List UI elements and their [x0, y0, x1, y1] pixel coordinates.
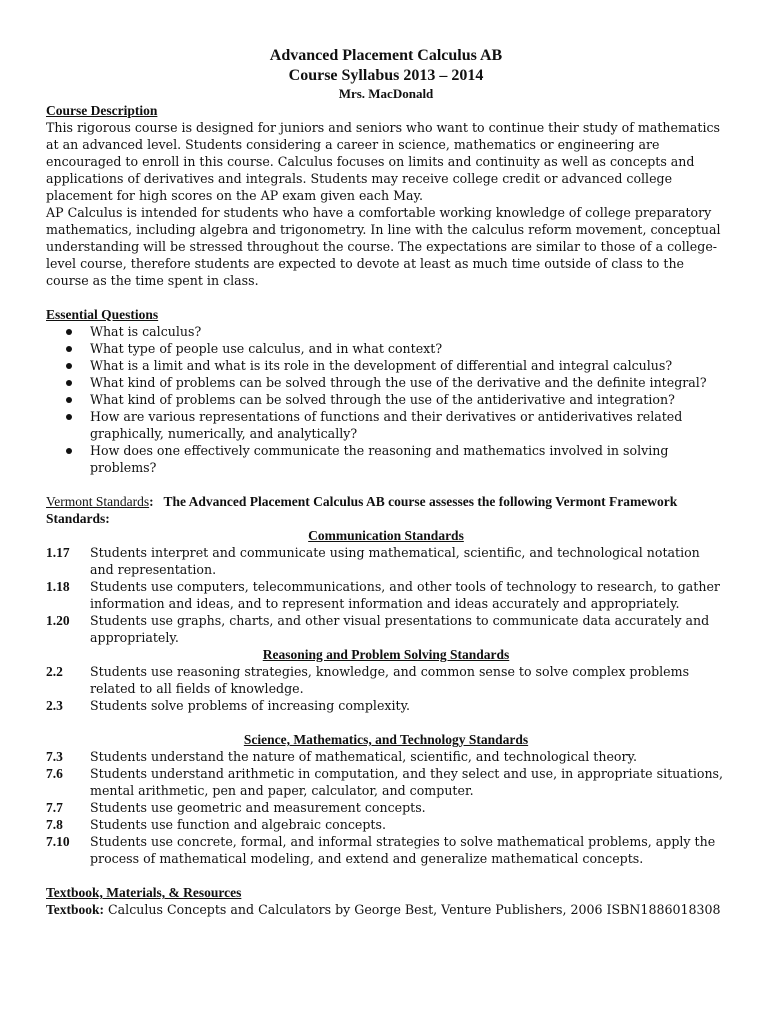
- communication-standards-title: Communication Standards: [308, 528, 464, 543]
- standard-text: Students solve problems of increasing complexity.: [90, 698, 411, 713]
- textbook-citation: Calculus Concepts and Calculators by George Best, Venture Publishers, 2006 ISBN1886018308: [108, 902, 721, 917]
- standard-row: [46, 816, 726, 833]
- essential-questions-list: [46, 323, 726, 476]
- vermont-standards-intro: Vermont Standards: The Advanced Placement Calculus AB course assesses the following Vermont Framework Standards:: [46, 494, 678, 526]
- syllabus-year: Course Syllabus 2013 – 2014: [288, 67, 484, 84]
- course-description-paragraph-2: AP Calculus is intended for students who have a comfortable working knowledge of college preparatory mathematics, including algebra and trigonometry. In line with the calculus reform movement, conceptual understanding will be stressed throughout the course. The expectations are similar to those of a college-level course, therefore students are expected to devote at least as much time outside of class to the course as the time spent in class.: [46, 205, 721, 288]
- standard-number: 7.7: [46, 800, 63, 815]
- standard-number: 7.10: [46, 834, 70, 849]
- standard-number: 2.2: [46, 664, 63, 679]
- standard-text: Students use geometric and measurement concepts.: [90, 800, 426, 815]
- standard-text: Students understand the nature of mathematical, scientific, and technological theory.: [90, 749, 637, 764]
- bullet-icon: [66, 397, 72, 403]
- list-item: How are various representations of functions and their derivatives or antiderivatives related graphically, numerically, and analytically?: [46, 408, 726, 442]
- standard-text: Students understand arithmetic in computation, and they select and use, in appropriate situations, mental arithmetic, pen and paper, calculator, and computer.: [90, 766, 724, 798]
- vermont-standards-heading: Vermont Standards: [46, 494, 150, 509]
- list-item: What kind of problems can be solved through the use of the derivative and the definite integral?: [46, 374, 726, 391]
- list-item: What kind of problems can be solved through the use of the antiderivative and integration?: [46, 391, 726, 408]
- standard-row: [46, 765, 726, 799]
- standard-number: 7.8: [46, 817, 63, 832]
- bullet-icon: [66, 363, 72, 369]
- teacher-name: Mrs. MacDonald: [338, 86, 434, 101]
- list-item: How does one effectively communicate the reasoning and mathematics involved in solving problems?: [46, 442, 726, 476]
- standard-row: [46, 799, 726, 816]
- title-block: [46, 46, 726, 102]
- standard-text: Students use computers, telecommunications, and other tools of technology to research, to gather information and ideas, and to represent information and ideas accurately and appropriately.: [90, 579, 720, 611]
- standard-text: Students use function and algebraic concepts.: [90, 817, 386, 832]
- textbook-label: Textbook:: [46, 902, 105, 917]
- textbook-line: [46, 901, 726, 918]
- essential-questions-heading: Essential Questions: [46, 307, 159, 322]
- standard-text: Students interpret and communicate using mathematical, scientific, and technological notation and representation.: [90, 545, 700, 577]
- standard-text: Students use graphs, charts, and other visual presentations to communicate data accurately and appropriately.: [90, 613, 710, 645]
- course-description-paragraph-1: This rigorous course is designed for juniors and seniors who want to continue their study of mathematics at an advanced level. Students considering a career in science, mathematics or engineering are encouraged to enroll in this course. Calculus focuses on limits and continuity as well as concepts and applications of derivatives and integrals. Students may receive college credit or advanced college placement for high scores on the AP exam given each May.: [46, 120, 721, 203]
- bullet-icon: [66, 380, 72, 386]
- reasoning-standards-title: Reasoning and Problem Solving Standards: [262, 647, 510, 662]
- syllabus-page: [46, 46, 726, 918]
- standard-row: [46, 697, 726, 714]
- list-item: What type of people use calculus, and in what context?: [46, 340, 726, 357]
- standard-row: [46, 833, 726, 867]
- vermont-standards-intro-text: The Advanced Placement Calculus AB course assesses the following Vermont Framework Standards:: [46, 494, 678, 526]
- standard-text: Students use reasoning strategies, knowledge, and common sense to solve complex problems related to all fields of knowledge.: [90, 664, 690, 696]
- standard-row: [46, 748, 726, 765]
- standard-text: Students use concrete, formal, and informal strategies to solve mathematical problems, apply the process of mathematical modeling, and extend and generalize mathematical concepts.: [90, 834, 716, 866]
- standard-number: 7.3: [46, 749, 63, 764]
- course-description-heading: Course Description: [46, 103, 158, 118]
- bullet-icon: [66, 448, 72, 454]
- standard-number: 1.17: [46, 545, 70, 560]
- list-item: What is calculus?: [46, 323, 726, 340]
- bullet-icon: [66, 329, 72, 335]
- standard-number: 1.18: [46, 579, 70, 594]
- standard-row: [46, 578, 726, 612]
- science-math-technology-standards-title: Science, Mathematics, and Technology Standards: [243, 732, 529, 747]
- course-title: Advanced Placement Calculus AB: [269, 47, 503, 64]
- standard-row: [46, 663, 726, 697]
- bullet-icon: [66, 414, 72, 420]
- list-item: What is a limit and what is its role in the development of differential and integral calculus?: [46, 357, 726, 374]
- standard-row: [46, 612, 726, 646]
- bullet-icon: [66, 346, 72, 352]
- standard-number: 2.3: [46, 698, 63, 713]
- standard-number: 7.6: [46, 766, 63, 781]
- standard-number: 1.20: [46, 613, 70, 628]
- standard-row: [46, 544, 726, 578]
- resources-heading: Textbook, Materials, & Resources: [46, 885, 242, 900]
